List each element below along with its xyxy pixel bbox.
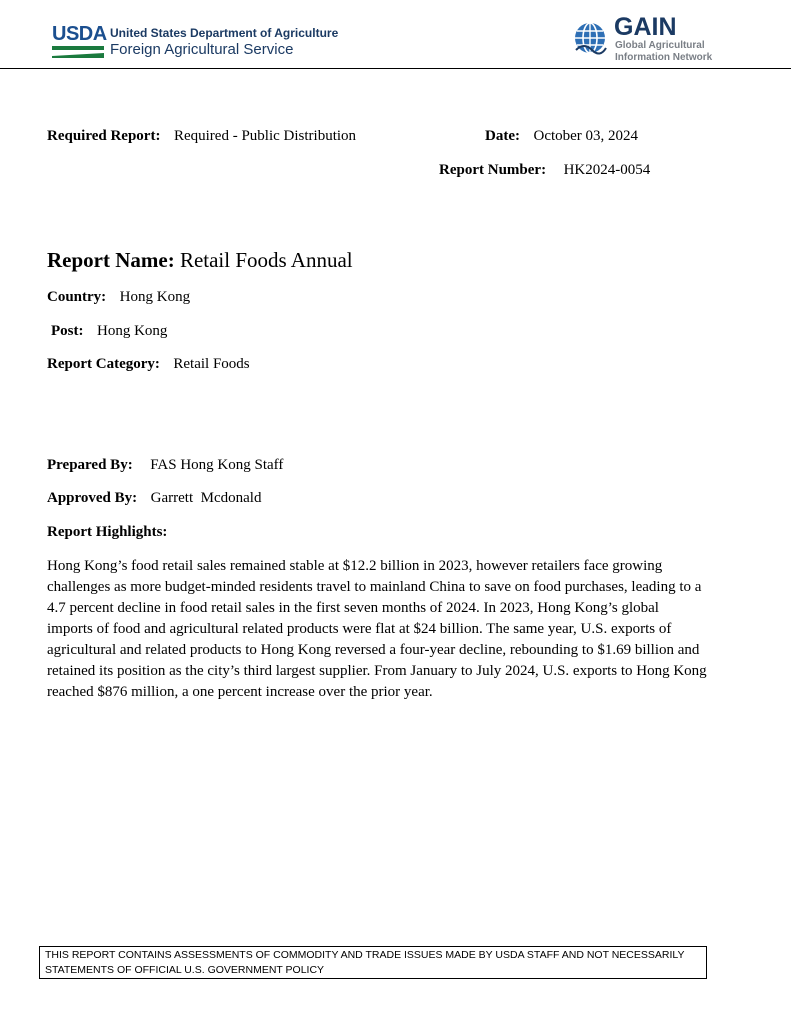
date-row (485, 127, 638, 145)
prepared-by-value: FAS Hong Kong Staff (150, 457, 284, 473)
approved-by-label: Approved By: (47, 490, 138, 506)
report-number-row (439, 161, 650, 179)
usda-logo-text: USDA (52, 23, 107, 45)
report-category-value: Retail Foods (173, 356, 250, 372)
country-value: Hong Kong (119, 289, 191, 305)
usda-logo-hill (52, 53, 104, 58)
usda-logo (52, 23, 107, 62)
report-highlights-label: Report Highlights: (47, 524, 168, 540)
prepared-by-row (47, 456, 283, 474)
gain-subtitle-line2: Information Network (615, 52, 713, 63)
report-highlights-heading (47, 523, 167, 541)
date-value: October 03, 2024 (533, 128, 639, 144)
required-report-row (47, 127, 356, 145)
country-row (47, 288, 190, 306)
date-label: Date: (485, 128, 520, 144)
disclaimer-box (39, 946, 707, 979)
gain-logo-title: GAIN (614, 13, 677, 41)
prepared-by-label: Prepared By: (47, 457, 133, 473)
report-name-label: Report Name: (47, 248, 175, 272)
report-highlights-text: Hong Kong’s food retail sales remained stable at $12.2 billion in 2023, however retailers face growing challenges as more budget-minded residents travel to mainland China to save on food purchases, leading to a 4.7 percent decline in food retail sales in the first seven months of 2024. In 2023, Hong Kong’s global imports of food and agricultural related products were flat at $24 billion. The same year, U.S. exports of agricultural and related products to Hong Kong reversed a four-year decline, rebounding to $1.69 billion and retained its position as the city’s third largest supplier. From January to July 2024, U.S. exports to Hong Kong reached $876 million, a one percent increase over the prior year. (47, 558, 707, 700)
department-name: United States Department of Agriculture (110, 26, 339, 40)
report-category-row (47, 355, 250, 373)
post-row (51, 322, 167, 340)
post-label: Post: (51, 323, 84, 339)
report-category-label: Report Category: (47, 356, 160, 372)
required-report-label: Required Report: (47, 128, 161, 144)
globe-icon (572, 20, 608, 56)
header-divider (0, 68, 791, 69)
report-name-value: Retail Foods Annual (179, 248, 353, 272)
approved-by-row (47, 489, 261, 507)
agency-name: Foreign Agricultural Service (110, 41, 294, 58)
disclaimer-line1: THIS REPORT CONTAINS ASSESSMENTS OF COMMODITY AND TRADE ISSUES MADE BY USDA STAFF AND NOT NECESSARILY (45, 949, 685, 961)
approved-by-value: Garrett Mcdonald (150, 490, 262, 506)
disclaimer-line2: STATEMENTS OF OFFICIAL U.S. GOVERNMENT POLICY (45, 964, 325, 976)
report-name-row (47, 248, 353, 272)
required-report-value: Required - Public Distribution (173, 128, 357, 144)
report-number-label: Report Number: (439, 162, 547, 178)
page-header (0, 0, 791, 70)
report-number-value: HK2024-0054 (563, 162, 651, 178)
post-value: Hong Kong (97, 323, 168, 339)
gain-subtitle-line1: Global Agricultural (615, 40, 705, 51)
country-label: Country: (47, 289, 107, 305)
usda-logo-stripe (52, 46, 104, 50)
